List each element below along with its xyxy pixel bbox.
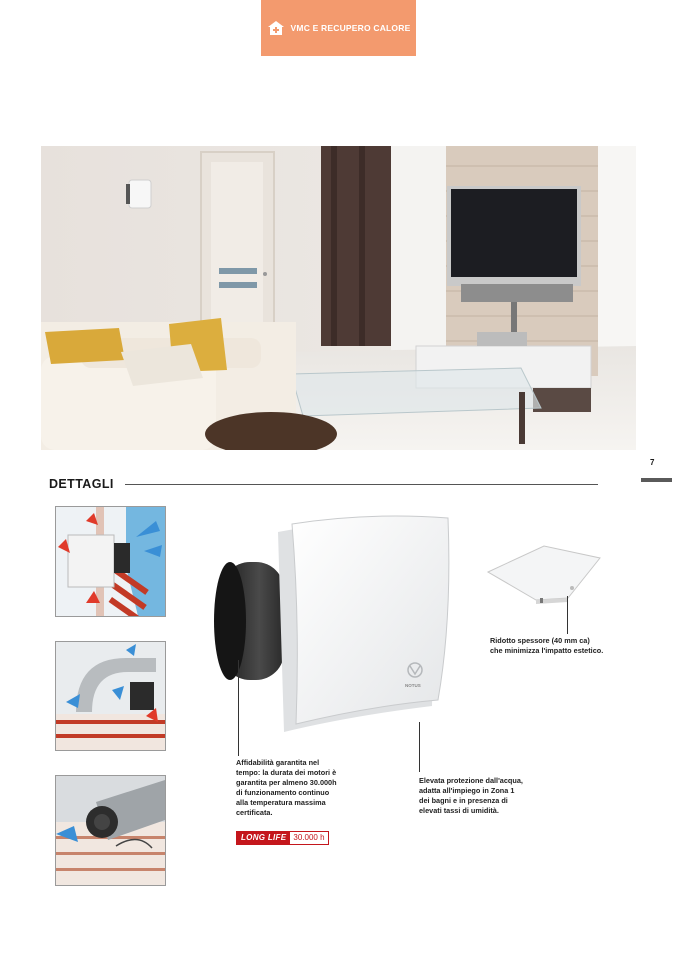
water-splash-icon <box>56 642 165 750</box>
callout-slim-line: Ridotto spessore (40 mm ca) <box>490 636 590 645</box>
callout-water-line: adatta all'impiego in Zona 1 <box>419 786 515 795</box>
wall-airflow-icon <box>56 507 165 616</box>
callout-motor-line: garantita per almeno 30.000h <box>236 778 337 787</box>
thumbnail-wall-airflow <box>55 506 166 617</box>
long-life-badge <box>236 831 329 845</box>
callout-motor-line: di funzionamento continuo <box>236 788 330 797</box>
leader-line-slim <box>567 596 568 634</box>
section-divider <box>125 484 598 485</box>
callout-water <box>419 776 544 816</box>
long-life-hours: 30.000 h <box>290 832 327 844</box>
callout-motor-line: Affidabilità garantita nel <box>236 758 320 767</box>
category-tab <box>261 0 416 56</box>
fan-logo-text: NOTUS <box>405 683 421 688</box>
callout-motor-line: certificata. <box>236 808 273 817</box>
thumbnail-motor-duct <box>55 775 166 886</box>
callout-motor-line: tempo: la durata dei motori è <box>236 768 337 777</box>
category-tab-label: VMC E RECUPERO CALORE <box>290 23 411 33</box>
hero-room-image <box>41 146 636 450</box>
page-number: 7 <box>650 458 655 467</box>
section-title: DETTAGLI <box>49 477 114 491</box>
callout-water-line: dei bagni e in presenza di <box>419 796 508 805</box>
callout-motor <box>236 758 356 818</box>
long-life-label: LONG LIFE <box>237 832 290 844</box>
callout-slim <box>490 636 640 656</box>
callout-slim-line: che minimizza l'impatto estetico. <box>490 646 604 655</box>
leader-line-motor <box>238 660 239 756</box>
callout-motor-line: alla temperatura massima <box>236 798 326 807</box>
page-number-bar <box>641 478 672 482</box>
slim-fan-image <box>484 540 604 608</box>
thumbnail-water-splash <box>55 641 166 751</box>
callout-water-line: elevati tassi di umidità. <box>419 806 499 815</box>
fan-product-image <box>200 510 460 760</box>
leader-line-water <box>419 722 420 772</box>
house-plus-icon <box>267 20 285 36</box>
callout-water-line: Elevata protezione dall'acqua, <box>419 776 523 785</box>
motor-duct-icon <box>56 776 165 885</box>
